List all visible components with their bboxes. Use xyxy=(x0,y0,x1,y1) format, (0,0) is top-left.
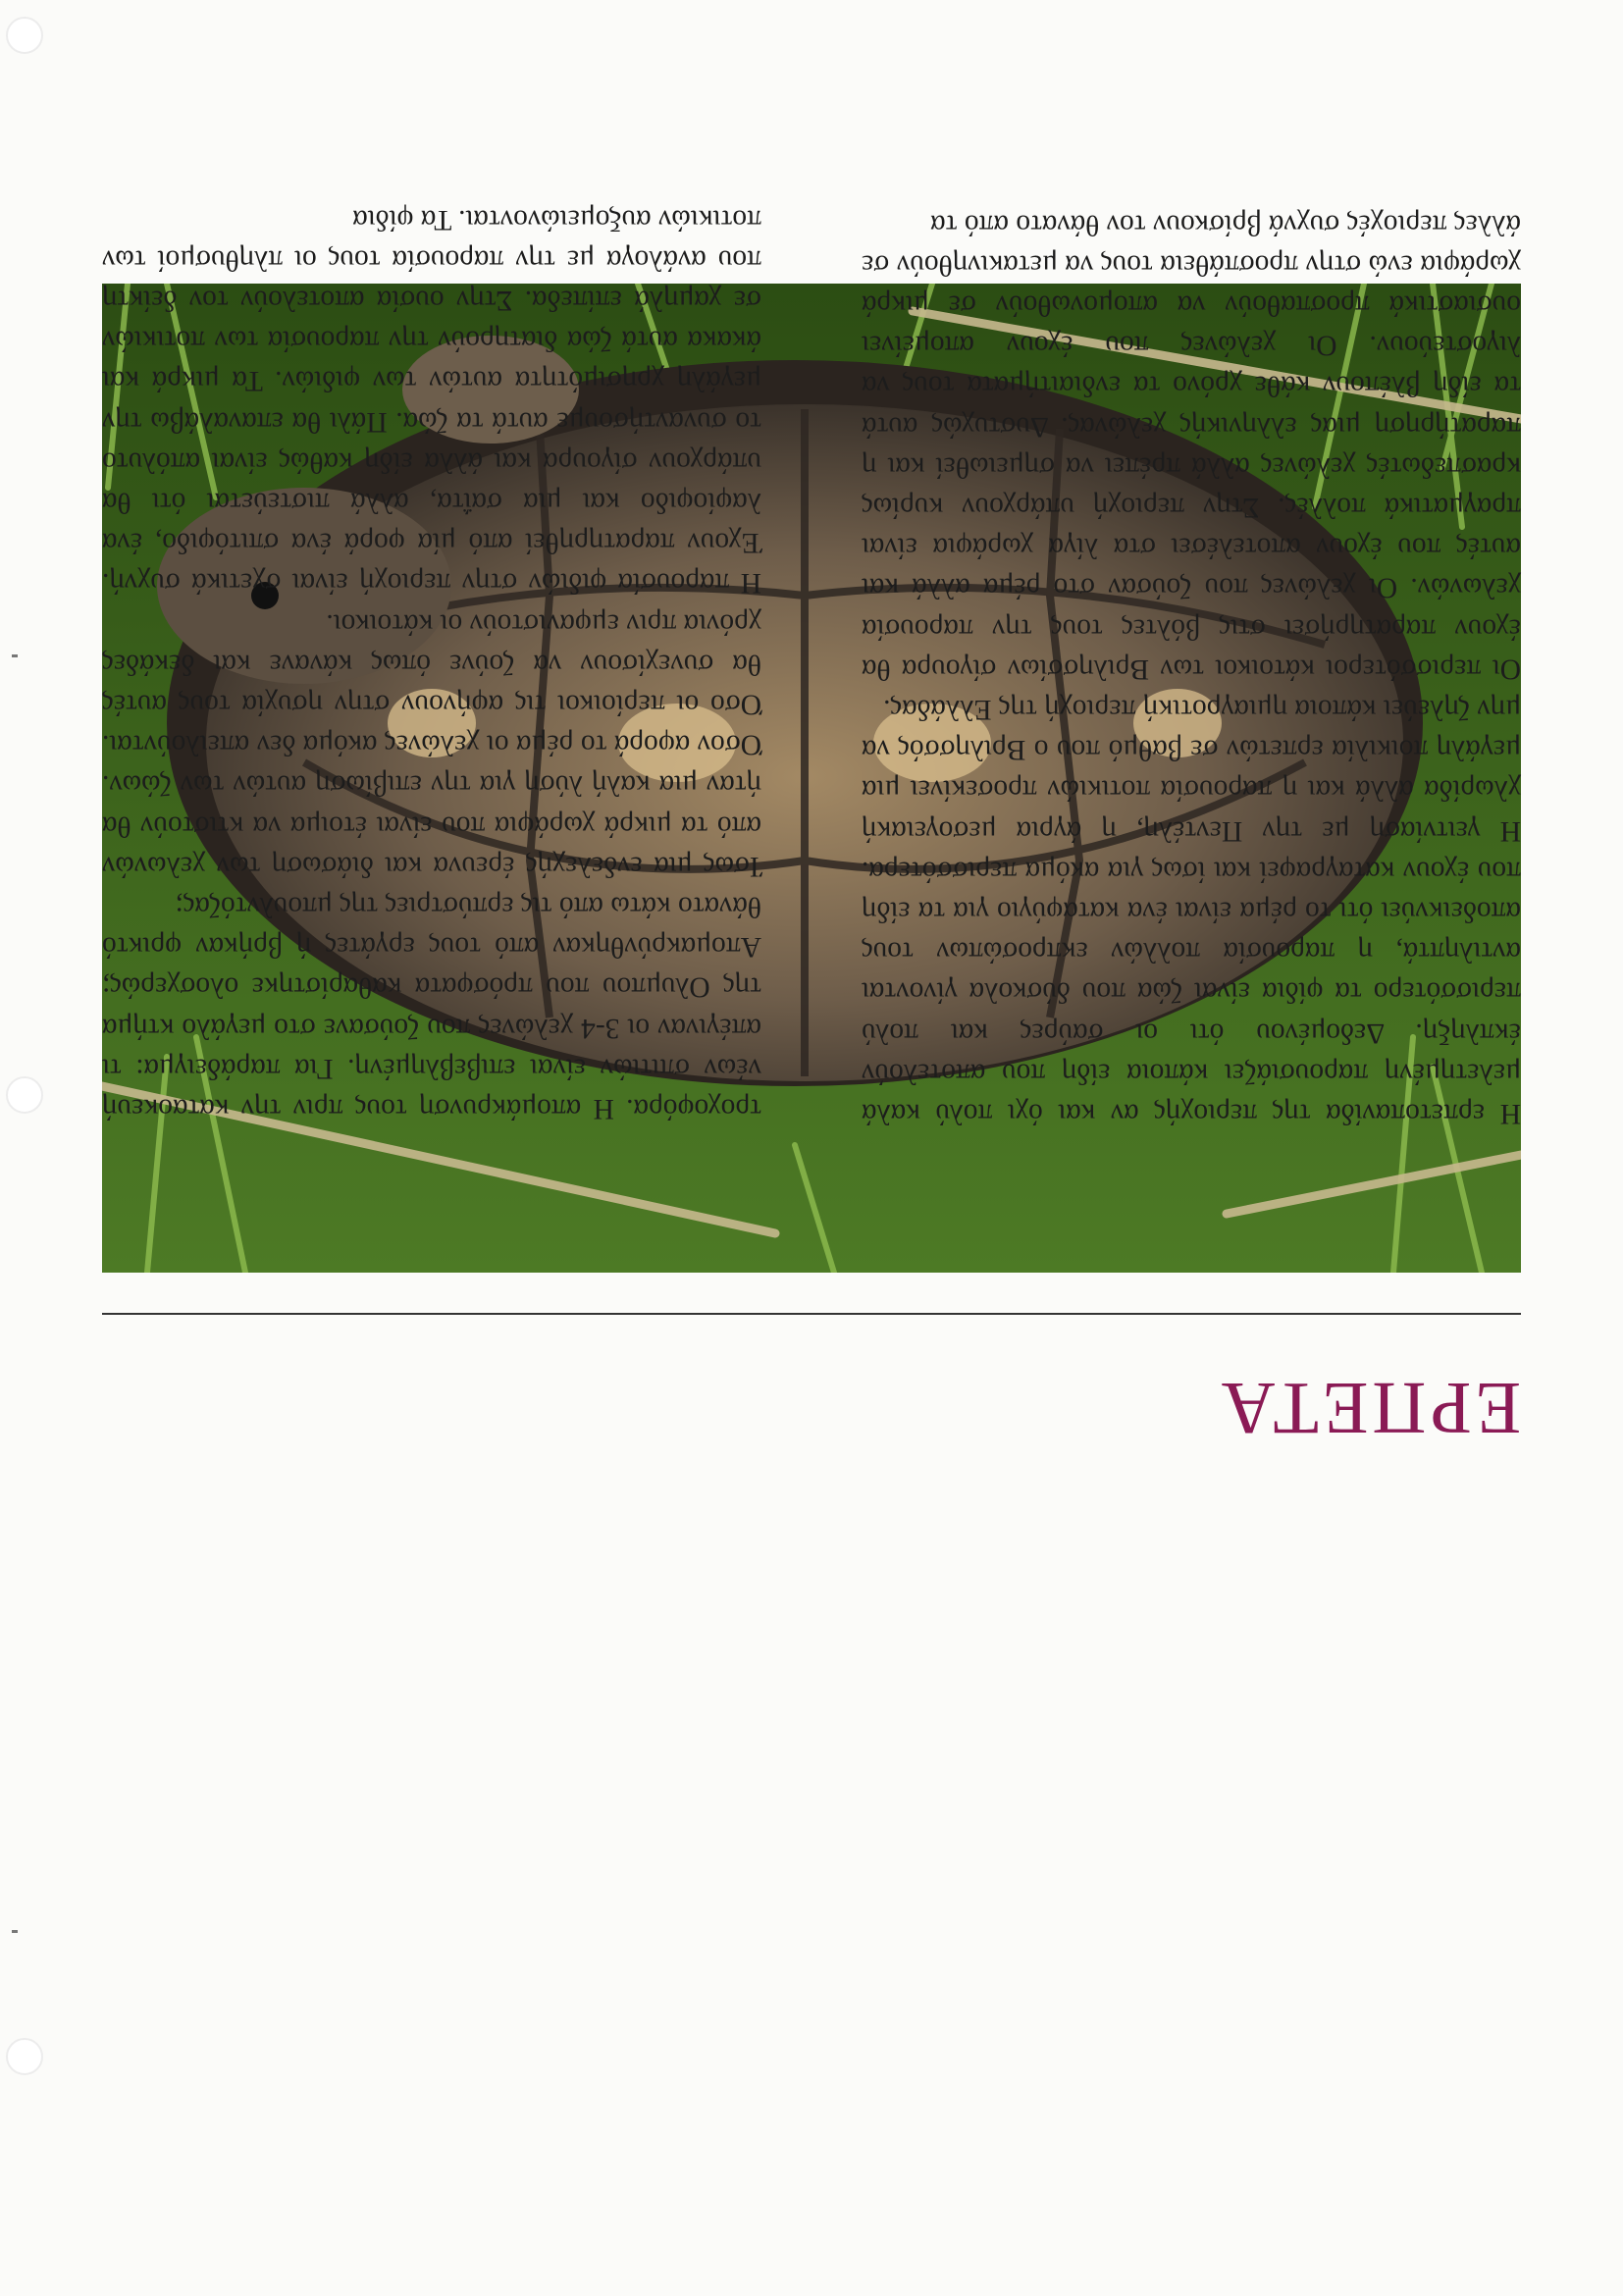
scan-mark xyxy=(12,654,18,657)
punch-hole-upper xyxy=(6,2038,43,2075)
punch-hole-top xyxy=(6,17,43,54)
punch-hole-middle xyxy=(6,1076,43,1114)
article-column-right xyxy=(102,88,761,1128)
title-rule xyxy=(102,1313,1521,1315)
article-column-left xyxy=(862,34,1521,1133)
paragraph: τροχοφόρα. Η απομάκρυνση τους πριν την καταοκευή νέων σπιτιών είναι επιβεβλημένη. Για παράδειγμα: τι απέγιναν οι 3-4 χελώνες που ζούσανε στο μεγάλο κτήμα της Ολυμπου που πρόσφατα καθαρίστηκε ολοσχερώς; Απομακρύνθηκαν από τους εργάτες ή βρήκαν φρικτό θάνατο κάτω από τις ερπύστριες της μπουλντόζας; xyxy=(102,890,761,1124)
article-title: ΕΡΠΕΤΑ xyxy=(1217,1367,1521,1449)
paragraph: Οι περισσότεροι κάτοικοι των Βριλησσίων σίγουρα θα έχουν παρατηρήσει στις βόλτες τους την παρουσία χελωνών. Οι χελώνες που ζούσαν στο ρέμα αλλά και αυτές που έχουν αποτελέσει στα λίγα χωράφια είναι πραγματικά πολλές. Στην περιοχή υπάρχουν κυρίως κρασπεδωτές χελώνες αλλά πρέπει να σημειωθεί και η παρατήρηση μιας ελληνικής χελώνας. Δυστυχώς αυτά τα είδη βλέπουν κάθε χρόνο τα ενδιαιτήματα τους να λιγοστεύουν. Οι χελώνες που έχουν απομείνει ουσιαστικά προσπαθούν να απομονωθούν σε μικρά χωράφια ενώ στην προσπάθεια τους να μετακινηθούν σε άλλες περιοχές συχνά βρίσκουν τον θάνατο από τα xyxy=(862,208,1521,685)
scan-mark xyxy=(12,1930,18,1933)
paragraph: Ίσως μια ενδελεχής έρευνα και διάσωση των χελωνών από τα μικρά χωράφια που είναι έτοιμα να κτιστούν θα ήταν μια καλή λύση για την επιβίωση αυτών των ζώων. Όσον αφορά το ρέμα οι χελώνες ακόμα δεν απειλούνται. Όσο οι περίοικοι τις αφήνουν στην ησυχία τους αυτές θα συνεχίσουν να ζούνε όπως κάνανε και δεκάδες χρόνια πριν εμφανιστούν οι κάτοικοι. xyxy=(102,607,761,882)
paragraph: Η παρουσία φιδιών στην περιοχή είναι σχετικά συχνή. Έχουν παρατηρηθεί από μία φορά ένα σπιτόφιδο, ένα λαφίοφιδο και μια σαΐτα, αλλά πιστεύεται ότι θα υπάρχουν σίγουρα και άλλα είδη καθώς είναι απόλυτο το συναντήσουμε αυτά τα ζώα. Πάλι θα επαναλάβω την μεγάλη χρησιμότητα αυτών των φιδιών. Τα μικρά και άκακα αυτά ζώα διατηρούν την παρουσία των ποτικιών σε χαμηλά επίπεδα. Στην ουσία αποτελούν τον δείκτη που ανάλογα με την παρουσία τους οι πληθυσμοί των ποτικιών αυξομειώνονται. Τα φίδια xyxy=(102,203,761,600)
paragraph: Η ερπετοπανίδα της περιοχής αν και όχι πολύ καλά μελετημένη παρουσιάζει κάποια είδη που αποτελούν έκπληξη. Δεδομένου ότι οι σαύρες και πολύ περισσότερο τα φίδια είναι ζώα που δύσκολα γίνονται αντιληπτά, η παρουσία πολλών εκπροσώπων τους αποδεικνύει ότι το ρέμα είναι ένα καταφύγιο για τα είδη που έχουν καταγραφεί και ίσως για ακόμα περισσότερα. Η γειτνίαση με την Πεντέλη, η άγρια μεσογειακή χλωρίδα αλλά και η παρουσία ποτικιών προσεκίνει μια μεγάλη ποικιλία ερπετών σε βαθμό που ο Βριλησσός να μην ζηλεύει κάποια ημιαγροτική περιοχή της Ελλάδας. xyxy=(862,693,1521,1129)
